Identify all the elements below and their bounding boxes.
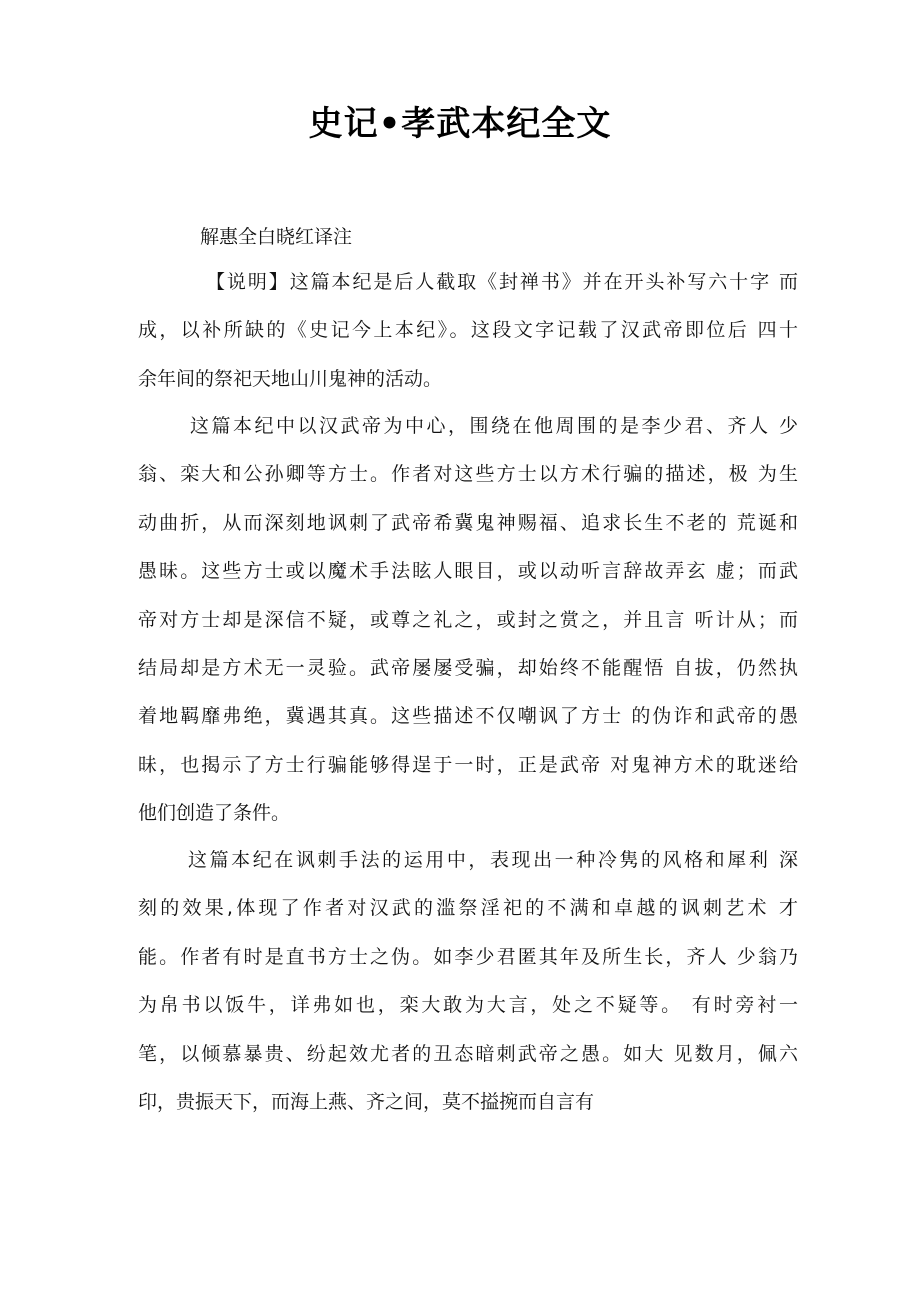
paragraph-satire <box>138 836 798 1126</box>
text-line: 能。作者有时是直书方士之伪。如李少君匿其年及所生长，齐人 少翁乃 <box>138 945 798 968</box>
paragraph-explanation <box>138 258 798 403</box>
text-line: 余年间的祭祀天地山川鬼神的活动。 <box>138 367 443 390</box>
document-title: 史记•孝武本纪全文 <box>308 104 612 144</box>
text-line: 【说明】这篇本纪是后人截取《封禅书》并在开头补写六十字 而 <box>206 271 798 293</box>
text-line: 为帛书以饭牛，详弗如也，栾大敢为大言，处之不疑等。 有时旁衬一 <box>138 994 798 1017</box>
text-line: 动曲折，从而深刻地讽刺了武帝希冀鬼神赐福、追求长生不老的 荒诞和 <box>138 511 798 534</box>
text-line: 昧，也揭示了方士行骗能够得逞于一时，正是武帝 对鬼神方术的耽迷给 <box>138 753 798 776</box>
text-line: 着地羁靡弗绝，冀遇其真。这些描述不仅嘲讽了方士 的伪诈和武帝的愚 <box>138 705 798 728</box>
text-line: 帝对方士却是深信不疑，或尊之礼之，或封之赏之，并且言 听计从；而 <box>138 608 798 631</box>
paragraph-fangshi <box>138 402 798 838</box>
text-line: 这篇本纪在讽刺手法的运用中，表现出一种冷隽的风格和犀利 深 <box>188 849 798 871</box>
text-line: 印，贵振天下，而海上燕、齐之间，莫不搤捥而自言有 <box>138 1090 595 1113</box>
text-line: 笔，以倾慕暴贵、纷起效尤者的丑态暗刺武帝之愚。如大 见数月，佩六 <box>138 1042 798 1065</box>
author-line: 解惠全白晓红译注 <box>200 226 353 248</box>
text-line: 他们创造了条件。 <box>138 802 291 825</box>
text-line: 愚昧。这些方士或以魔术手法眩人眼目，或以动听言辞故弄玄 虚；而武 <box>138 560 798 583</box>
text-line: 刻的效果,体现了作者对汉武的滥祭淫祀的不满和卓越的讽刺艺术 才 <box>138 897 798 920</box>
text-line: 结局却是方术无一灵验。武帝屡屡受骗，却始终不能醒悟 自拔，仍然执 <box>138 656 798 679</box>
text-line: 翁、栾大和公孙卿等方士。作者对这些方士以方术行骗的描述，极 为生 <box>138 463 798 486</box>
text-line: 这篇本纪中以汉武帝为中心，围绕在他周围的是李少君、齐人 少 <box>190 415 798 437</box>
text-line: 成，以补所缺的《史记今上本纪》。这段文字记载了汉武帝即位后 四十 <box>138 319 798 342</box>
